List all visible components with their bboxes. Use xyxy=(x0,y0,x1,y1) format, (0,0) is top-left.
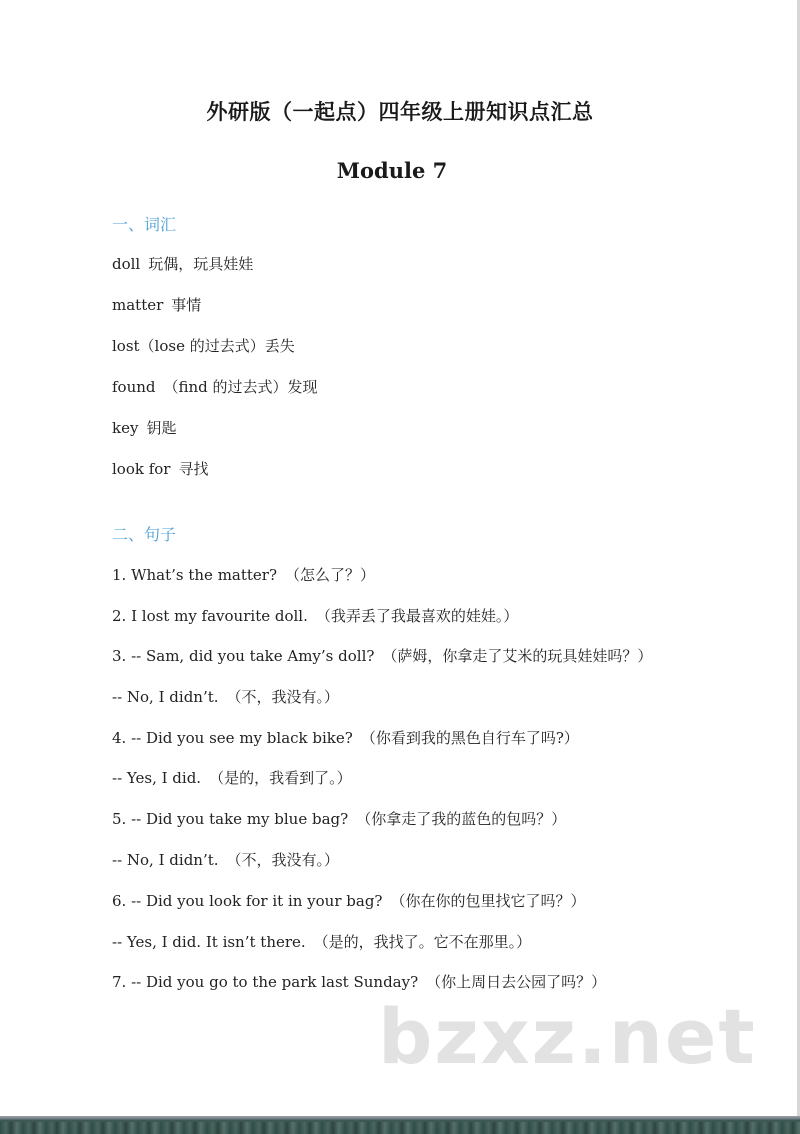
sentence-translation: （你上周日去公园了吗？） xyxy=(426,973,607,991)
sentence-english: 2. I lost my favourite doll. xyxy=(112,607,308,625)
module-title: Module 7 xyxy=(336,158,448,183)
sentence-item xyxy=(112,564,375,585)
watermark: bzxz.net xyxy=(378,992,757,1081)
vocab-item xyxy=(112,458,209,479)
sentence-english: 7. -- Did you go to the park last Sunday? xyxy=(112,973,419,991)
vocab-word: doll xyxy=(112,255,141,273)
sentence-translation: （你看到我的黑色自行车了吗?） xyxy=(360,729,579,747)
vocab-meaning: 玩偶，玩具娃娃 xyxy=(148,255,254,273)
sentence-english: 6. -- Did you look for it in your bag? xyxy=(112,892,383,910)
page-title: 外研版（一起点）四年级上册知识点汇总 xyxy=(206,99,594,124)
vocab-item xyxy=(112,294,201,315)
vocab-word: matter xyxy=(112,296,164,314)
sentence-item xyxy=(112,890,585,911)
sentence-translation: （怎么了？） xyxy=(285,566,376,584)
vocab-item xyxy=(112,335,295,356)
sentence-translation: （不，我没有。） xyxy=(226,851,340,869)
sentence-english: -- No, I didn’t. xyxy=(112,851,219,869)
sentence-item xyxy=(112,686,339,707)
bottom-edge-strip xyxy=(0,1116,800,1134)
sentence-translation: （你在你的包里找它了吗？） xyxy=(390,892,586,910)
sentence-item xyxy=(112,727,579,748)
sentence-item xyxy=(112,605,518,626)
vocab-word: key xyxy=(112,419,139,437)
sentence-item xyxy=(112,645,652,666)
sentence-translation: （你拿走了我的蓝色的包吗？） xyxy=(356,810,567,828)
vocab-word: lost（lose 的过去式）丢失 xyxy=(112,337,295,355)
sentence-english: 4. -- Did you see my black bike? xyxy=(112,729,353,747)
sentence-english: 1. What’s the matter? xyxy=(112,566,278,584)
sentence-item xyxy=(112,767,352,788)
vocab-meaning: （find 的过去式）发现 xyxy=(163,378,318,396)
vocab-meaning: 事情 xyxy=(171,296,202,314)
section-heading-sentences: 二、句子 xyxy=(112,525,177,544)
vocab-word: look for xyxy=(112,460,171,478)
sentence-translation: （不，我没有。） xyxy=(226,688,340,706)
vocab-meaning: 寻找 xyxy=(178,460,209,478)
sentence-english: -- Yes, I did. xyxy=(112,769,202,787)
sentence-item xyxy=(112,849,339,870)
sentence-item xyxy=(112,931,531,952)
sentence-item xyxy=(112,971,606,992)
section-heading-vocabulary: 一、词汇 xyxy=(112,215,177,234)
sentence-translation: （萨姆，你拿走了艾米的玩具娃娃吗？） xyxy=(382,647,653,665)
sentence-english: -- Yes, I did. It isn’t there. xyxy=(112,933,306,951)
sentence-translation: （是的，我找了。它不在那里。） xyxy=(313,933,532,951)
sentence-translation: （我弄丢了我最喜欢的娃娃。） xyxy=(315,607,519,625)
sentence-english: 3. -- Sam, did you take Amy’s doll? xyxy=(112,647,375,665)
vocab-word: found xyxy=(112,378,156,396)
vocab-item xyxy=(112,376,318,397)
vocab-item xyxy=(112,417,176,438)
sentence-translation: （是的，我看到了。） xyxy=(209,769,352,787)
sentence-english: -- No, I didn’t. xyxy=(112,688,219,706)
vocab-meaning: 钥匙 xyxy=(146,419,177,437)
sentence-item xyxy=(112,808,566,829)
sentence-english: 5. -- Did you take my blue bag? xyxy=(112,810,349,828)
vocab-item xyxy=(112,253,253,274)
